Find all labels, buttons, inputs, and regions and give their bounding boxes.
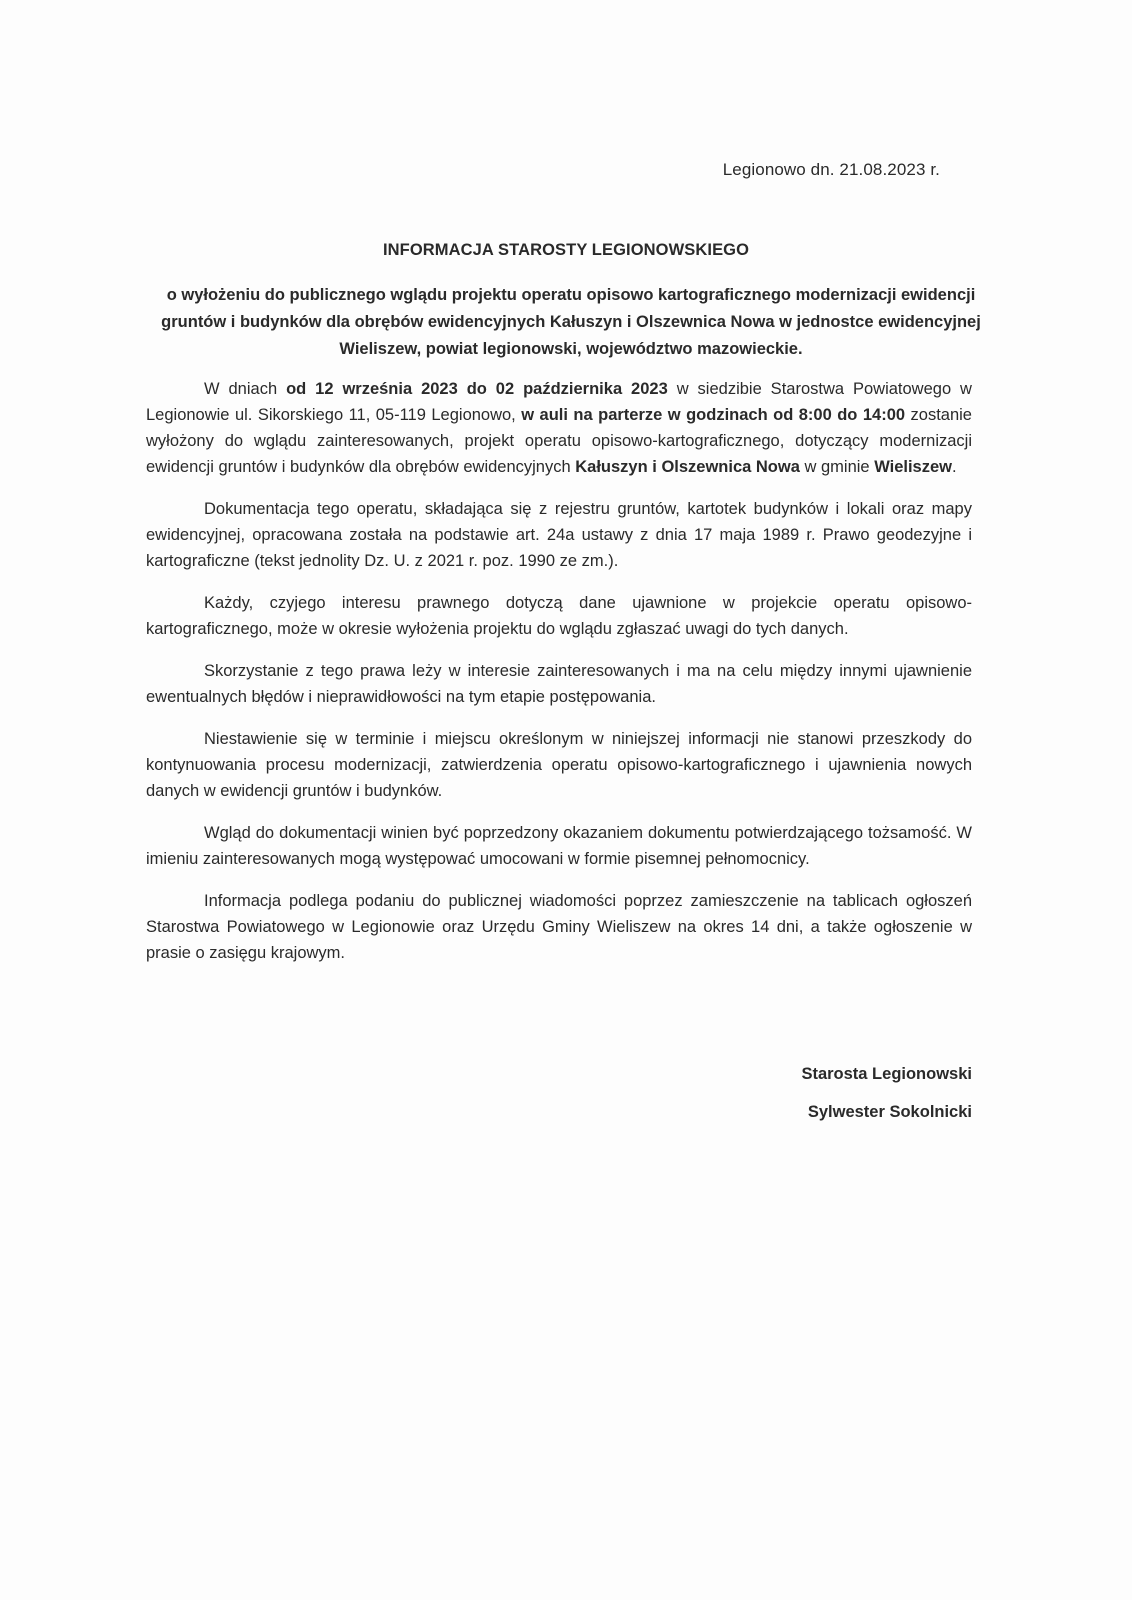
paragraph-text: w siedzibie Starostwa Powiatowego w Legionowie ul. Sikorskiego 11, 05-119 Legionowo, (146, 380, 972, 424)
paragraph-text: . (951, 458, 957, 476)
paragraph-text: W dniach (204, 380, 287, 398)
paragraph-dates-location (146, 376, 972, 480)
paragraph-bold-precincts: Kałuszyn i Olszewnica Nowa (575, 458, 800, 476)
document-date: Legionowo dn. 21.08.2023 r. (722, 160, 940, 179)
paragraph-absence: Niestawienie się w terminie i miejscu określonym w niniejszej informacji nie stanowi przeszkody do kontynuowania procesu modernizacji, zatwierdzenia operatu opisowo-kartograficznego i ujawnienia nowych danych w ewidencji gruntów i budynków. (146, 730, 972, 800)
paragraph-text: w gminie (799, 458, 875, 476)
paragraph-documentation: Dokumentacja tego operatu, składająca się z rejestru gruntów, kartotek budynków i lokali oraz mapy ewidencyjnej, opracowana została na podstawie art. 24a ustawy z dnia 17 maja 1989 r. Prawo geodezyjne i kartograficzne (tekst jednolity Dz. U. z 2021 r. poz. 1990 ze zm.). (146, 500, 972, 570)
paragraph-identity: Wgląd do dokumentacji winien być poprzedzony okazaniem dokumentu potwierdzającego tożsamość. W imieniu zainteresowanych mogą występować umocowani w formie pisemnej pełnomocnicy. (146, 824, 972, 868)
paragraph-text: zostanie wyłożony do wglądu zainteresowanych, projekt operatu opisowo-kartograficznego, dotyczący modernizacji ewidencji gruntów i budynków dla obrębów ewidencyjnych (146, 406, 972, 476)
paragraph-bold-dates: od 12 września 2023 do 02 października 2023 (286, 380, 668, 398)
document-title: INFORMACJA STAROSTY LEGIONOWSKIEGO (382, 241, 750, 259)
paragraph-bold-commune: Wieliszew (874, 458, 952, 476)
paragraph-interest: Skorzystanie z tego prawa leży w interesie zainteresowanych i ma na celu między innymi ujawnienie ewentualnych błędów i nieprawidłowości na tym etapie postępowania. (146, 662, 972, 706)
paragraph-objections: Każdy, czyjego interesu prawnego dotyczą dane ujawnione w projekcie operatu opisowo-kartograficznego, może w okresie wyłożenia projektu do wglądu zgłaszać uwagi do tych danych. (146, 594, 972, 638)
signature-name: Sylwester Sokolnicki (807, 1103, 972, 1121)
signature-block (801, 1055, 972, 1131)
signature-office: Starosta Legionowski (801, 1065, 972, 1083)
paragraph-bold-hours: w auli na parterze w godzinach od 8:00 do 14:00 (521, 406, 906, 424)
paragraph-publication: Informacja podlega podaniu do publicznej wiadomości poprzez zamieszczenie na tablicach ogłoszeń Starostwa Powiatowego w Legionowie oraz Urzędu Gminy Wieliszew na okres 14 dni, a także ogłoszenie w prasie o zasięgu krajowym. (146, 892, 972, 962)
document-body (146, 376, 972, 982)
document-subtitle: o wyłożeniu do publicznego wglądu projektu operatu opisowo kartograficznego modernizacji ewidencji gruntów i budynków dla obrębów ewidencyjnych Kałuszyn i Olszewnica Nowa w jednostce ewidencyjnej Wieliszew, powiat legionowski, województwo mazowieckie. (161, 286, 981, 358)
